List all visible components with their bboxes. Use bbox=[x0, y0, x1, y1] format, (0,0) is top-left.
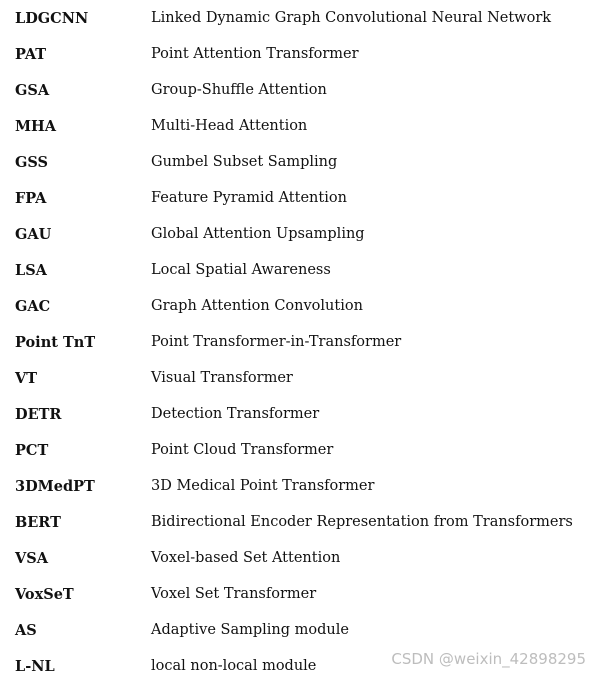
abbreviation-definition: Local Spatial Awareness bbox=[151, 262, 331, 278]
abbreviation-definition: Visual Transformer bbox=[151, 370, 293, 386]
table-row bbox=[15, 576, 595, 612]
table-row bbox=[15, 432, 595, 468]
table-row bbox=[15, 36, 595, 72]
table-row bbox=[15, 72, 595, 108]
abbreviation-term: LDGCNN bbox=[15, 9, 89, 27]
abbreviation-term: GAU bbox=[15, 225, 52, 243]
table-row bbox=[15, 144, 595, 180]
abbreviation-definition: Graph Attention Convolution bbox=[151, 298, 363, 314]
table-row bbox=[15, 468, 595, 504]
abbreviation-definition: 3D Medical Point Transformer bbox=[151, 478, 375, 494]
table-row bbox=[15, 324, 595, 360]
abbreviation-term: VoxSeT bbox=[15, 585, 74, 603]
abbreviation-definition: Adaptive Sampling module bbox=[151, 622, 349, 638]
abbreviation-term: GAC bbox=[15, 297, 51, 315]
table-row bbox=[15, 360, 595, 396]
abbreviation-term: DETR bbox=[15, 405, 62, 423]
abbreviation-term: VT bbox=[15, 369, 38, 387]
table-row bbox=[15, 540, 595, 576]
abbreviation-term: BERT bbox=[15, 513, 61, 531]
abbreviation-table bbox=[15, 0, 595, 684]
abbreviation-term: MHA bbox=[15, 117, 57, 135]
abbreviation-definition: Point Attention Transformer bbox=[151, 46, 359, 62]
abbreviation-definition: Linked Dynamic Graph Convolutional Neural Network bbox=[151, 10, 552, 26]
abbreviation-term: PAT bbox=[15, 45, 47, 63]
abbreviation-term: GSA bbox=[15, 81, 50, 99]
abbreviation-definition: Gumbel Subset Sampling bbox=[151, 154, 338, 170]
abbreviation-term: AS bbox=[15, 621, 37, 639]
abbreviation-definition: Point Cloud Transformer bbox=[151, 442, 334, 458]
abbreviation-definition: Global Attention Upsampling bbox=[151, 226, 365, 242]
table-row bbox=[15, 180, 595, 216]
watermark-text: CSDN @weixin_42898295 bbox=[391, 650, 586, 668]
abbreviation-definition: Multi-Head Attention bbox=[151, 118, 308, 134]
table-row bbox=[15, 504, 595, 540]
abbreviation-term: VSA bbox=[15, 549, 48, 567]
table-row bbox=[15, 288, 595, 324]
table-row bbox=[15, 0, 595, 36]
abbreviation-term: Point TnT bbox=[15, 333, 96, 351]
abbreviation-term: PCT bbox=[15, 441, 49, 459]
abbreviation-term: 3DMedPT bbox=[15, 477, 95, 495]
abbreviation-definition: Bidirectional Encoder Representation from Transformers bbox=[151, 514, 573, 530]
table-row bbox=[15, 396, 595, 432]
abbreviation-definition: Group-Shuffle Attention bbox=[151, 82, 327, 98]
table-row bbox=[15, 252, 595, 288]
table-row bbox=[15, 108, 595, 144]
abbreviation-definition: Voxel Set Transformer bbox=[151, 586, 317, 602]
abbreviation-term: GSS bbox=[15, 153, 49, 171]
abbreviation-term: L-NL bbox=[15, 657, 55, 675]
abbreviation-term: LSA bbox=[15, 261, 47, 279]
abbreviation-definition: Point Transformer-in-Transformer bbox=[151, 334, 402, 350]
abbreviation-term: FPA bbox=[15, 189, 47, 207]
abbreviation-definition: Feature Pyramid Attention bbox=[151, 190, 347, 206]
table-row bbox=[15, 612, 595, 648]
abbreviation-definition: local non-local module bbox=[151, 658, 317, 674]
abbreviation-definition: Voxel-based Set Attention bbox=[151, 550, 341, 566]
abbreviation-definition: Detection Transformer bbox=[151, 406, 320, 422]
table-row bbox=[15, 216, 595, 252]
